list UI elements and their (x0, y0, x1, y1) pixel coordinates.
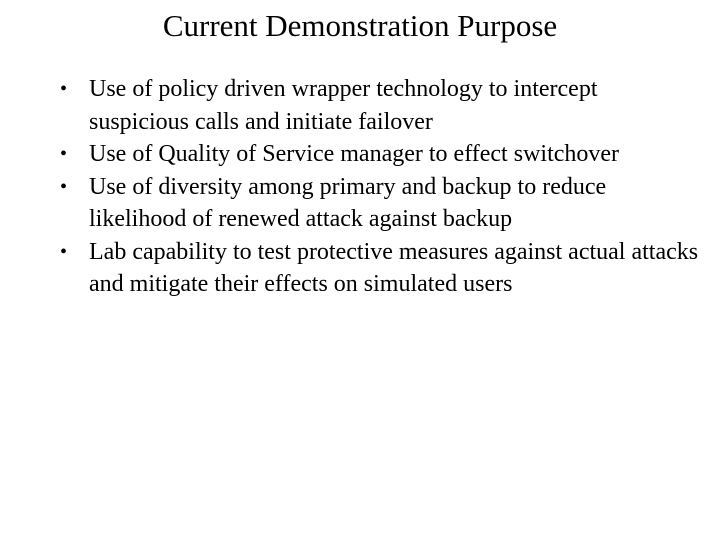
bullet-marker: • (60, 143, 68, 165)
bullet-marker: • (60, 240, 68, 263)
bullet-list (60, 73, 700, 301)
bullet-marker: • (60, 175, 68, 198)
bullet-item (60, 138, 700, 171)
bullet-item (60, 171, 700, 236)
bullet-text: Use of Quality of Service manager to effect switchover (89, 141, 620, 167)
slide-title: Current Demonstration Purpose (162, 8, 558, 43)
bullet-item (60, 73, 700, 138)
bullet-text: Use of policy driven wrapper technology to intercept suspicious calls and initiate failover (89, 76, 598, 135)
bullet-text: Lab capability to test protective measures against actual attacks and mitigate their effects on simulated users (89, 238, 699, 297)
bullet-item (60, 236, 700, 301)
bullet-text: Use of diversity among primary and backup to reduce likelihood of renewed attack against backup (89, 173, 607, 232)
bullet-marker: • (60, 78, 68, 100)
